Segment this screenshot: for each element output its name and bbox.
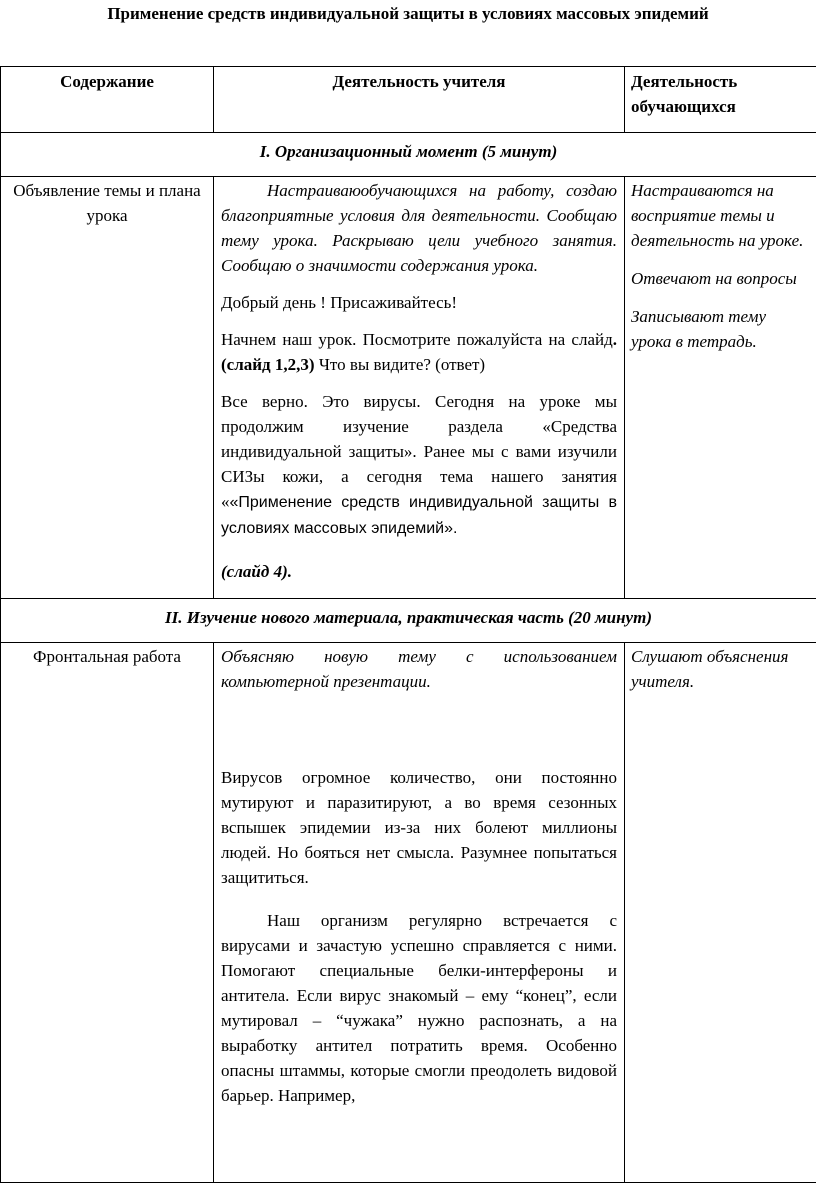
section-heading-row	[1, 133, 816, 177]
table-row	[1, 643, 816, 1183]
students-activity-cell	[625, 177, 816, 599]
content-cell	[1, 177, 214, 599]
document-title: Применение средств индивидуальной защиты в условиях массовых эпидемий	[107, 4, 709, 23]
table-row	[1, 177, 816, 599]
teacher-paragraph: Объясняю новую тему с использованием компьютерной презентации.	[221, 647, 617, 691]
teacher-paragraph: Все верно. Это вирусы. Сегодня на уроке мы продолжим изучение раздела «Средства индивидуальной защиты». Ранее мы с вами изучили СИЗы кожи, а сегодня тема нашего занятия ««Применение средств индивидуальной защиты в условиях массовых эпидемий».	[221, 392, 617, 537]
section-heading-2: II. Изучение нового материала, практическая часть (20 минут)	[1, 599, 816, 643]
header-teacher: Деятельность учителя	[214, 67, 625, 133]
teacher-paragraph: (слайд 4).	[221, 562, 292, 581]
section-heading-1: I. Организационный момент (5 минут)	[1, 133, 816, 177]
students-paragraph: Отвечают на вопросы	[631, 269, 797, 288]
students-paragraph: Записывают тему урока в тетрадь.	[631, 307, 767, 351]
teacher-activity-cell	[214, 177, 625, 599]
teacher-paragraph: Вирусов огромное количество, они постоянно мутируют и паразитируют, а во время сезонных вспышек эпидемии из-за них болеют миллионы людей. Но бояться нет смысла. Разумнее попытаться защититься.	[221, 768, 617, 887]
content-cell	[1, 643, 214, 1183]
students-paragraph: Настраиваются на восприятие темы и деятельность на уроке.	[631, 181, 804, 250]
section-heading-row	[1, 599, 816, 643]
header-students: Деятельность обучающихся	[625, 67, 816, 133]
teacher-paragraph: Наш организм регулярно встречается с вирусами и зачастую успешно справляется с ними. Помогают специальные белки-интерфероны и антитела. Если вирус знакомый – ему “конец”, если мутировал – “чужака” нужно распознать, а на выработку антител потратить время. Особенно опасны штаммы, которые смогли преодолеть видовой барьер. Например,	[221, 911, 617, 1105]
students-activity-cell	[625, 643, 816, 1183]
content-text: Объявление темы и плана урока	[13, 181, 201, 225]
table-header-row	[1, 67, 816, 133]
header-content: Содержание	[1, 67, 214, 133]
students-paragraph: Слушают объяснения учителя.	[631, 647, 789, 691]
content-text: Фронтальная работа	[33, 647, 181, 666]
teacher-activity-cell	[214, 643, 625, 1183]
teacher-paragraph: Настраиваюобучающихся на работу, создаю благоприятные условия для деятельности. Сообщаю тему урока. Раскрываю цели учебного занятия. Сообщаю о значимости содержания урока.	[221, 181, 617, 275]
lesson-plan-table	[0, 66, 816, 1183]
teacher-paragraph: Добрый день ! Присаживайтесь!	[221, 293, 458, 312]
teacher-paragraph: Начнем наш урок. Посмотрите пожалуйста на слайд.(слайд 1,2,3) Что вы видите? (ответ)	[221, 330, 617, 374]
